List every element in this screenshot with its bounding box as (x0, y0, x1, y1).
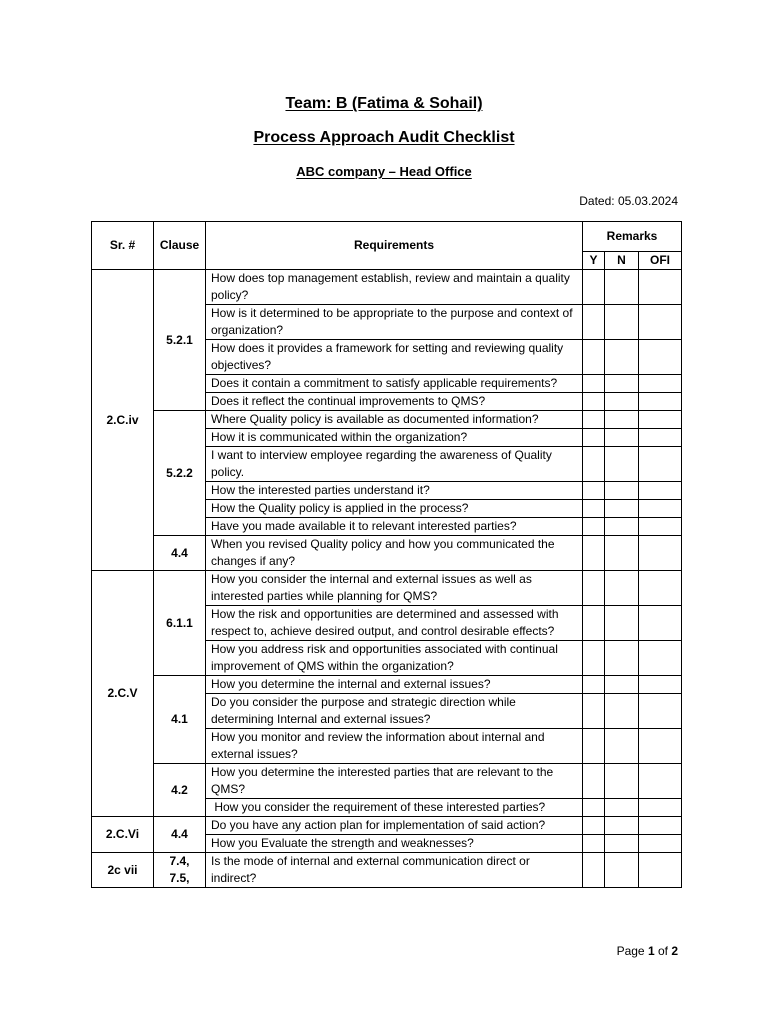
table-row (92, 853, 682, 888)
remark-y-cell[interactable] (583, 571, 605, 606)
requirement-cell: How you consider the internal and external issues as well as interested parties while planning for QMS? (206, 571, 583, 606)
remark-ofi-cell[interactable] (639, 429, 682, 447)
remark-n-cell[interactable] (605, 571, 639, 606)
remark-ofi-cell[interactable] (639, 447, 682, 482)
requirement-cell: Do you have any action plan for implementation of said action? (206, 817, 583, 835)
remark-ofi-cell[interactable] (639, 482, 682, 500)
remark-n-cell[interactable] (605, 500, 639, 518)
remark-y-cell[interactable] (583, 305, 605, 340)
requirement-cell: Do you consider the purpose and strategic direction while determining Internal and external issues? (206, 694, 583, 729)
remark-n-cell[interactable] (605, 764, 639, 799)
remark-n-cell[interactable] (605, 518, 639, 536)
remark-ofi-cell[interactable] (639, 694, 682, 729)
remark-n-cell[interactable] (605, 817, 639, 835)
remark-ofi-cell[interactable] (639, 305, 682, 340)
requirement-cell: Does it reflect the continual improvements to QMS? (206, 393, 583, 411)
header-y: Y (583, 252, 605, 270)
remark-n-cell[interactable] (605, 429, 639, 447)
remark-n-cell[interactable] (605, 835, 639, 853)
requirement-cell: How you Evaluate the strength and weaknesses? (206, 835, 583, 853)
remark-n-cell[interactable] (605, 340, 639, 375)
requirement-cell: How does top management establish, review and maintain a quality policy? (206, 270, 583, 305)
remark-y-cell[interactable] (583, 270, 605, 305)
remark-y-cell[interactable] (583, 817, 605, 835)
remark-n-cell[interactable] (605, 676, 639, 694)
remark-n-cell[interactable] (605, 482, 639, 500)
table-row (92, 536, 682, 571)
remark-ofi-cell[interactable] (639, 764, 682, 799)
remark-ofi-cell[interactable] (639, 375, 682, 393)
clause-cell: 4.2 (154, 764, 206, 817)
page-number: Page 1 of 2 (616, 944, 678, 958)
requirement-cell: Have you made available it to relevant interested parties? (206, 518, 583, 536)
remark-n-cell[interactable] (605, 393, 639, 411)
requirement-cell: Where Quality policy is available as documented information? (206, 411, 583, 429)
remark-n-cell[interactable] (605, 270, 639, 305)
remark-y-cell[interactable] (583, 853, 605, 888)
requirement-cell: Does it contain a commitment to satisfy applicable requirements? (206, 375, 583, 393)
requirement-cell: How the Quality policy is applied in the process? (206, 500, 583, 518)
sr-cell: 2.C.V (92, 571, 154, 817)
sr-cell: 2.C.Vi (92, 817, 154, 853)
remark-ofi-cell[interactable] (639, 571, 682, 606)
requirement-cell: How you consider the requirement of these interested parties? (206, 799, 583, 817)
clause-cell: 5.2.2 (154, 411, 206, 536)
remark-n-cell[interactable] (605, 305, 639, 340)
requirement-cell: How you determine the internal and external issues? (206, 676, 583, 694)
date-label: Dated: 05.03.2024 (579, 194, 678, 208)
remark-ofi-cell[interactable] (639, 799, 682, 817)
remark-n-cell[interactable] (605, 606, 639, 641)
table-row (92, 411, 682, 429)
requirement-cell: How you monitor and review the information about internal and external issues? (206, 729, 583, 764)
header-sr: Sr. # (92, 222, 154, 270)
remark-y-cell[interactable] (583, 429, 605, 447)
remark-ofi-cell[interactable] (639, 500, 682, 518)
remark-y-cell[interactable] (583, 694, 605, 729)
remark-ofi-cell[interactable] (639, 729, 682, 764)
requirement-cell: How the risk and opportunities are determined and assessed with respect to, achieve desired output, and control desirable effects? (206, 606, 583, 641)
remark-y-cell[interactable] (583, 340, 605, 375)
remark-ofi-cell[interactable] (639, 340, 682, 375)
remark-y-cell[interactable] (583, 411, 605, 429)
clause-cell: 7.4, 7.5, (154, 853, 206, 888)
remark-n-cell[interactable] (605, 536, 639, 571)
company-heading: ABC company – Head Office (296, 164, 472, 179)
remark-ofi-cell[interactable] (639, 536, 682, 571)
header-requirements: Requirements (206, 222, 583, 270)
clause-cell: 4.4 (154, 817, 206, 853)
clause-cell: 5.2.1 (154, 270, 206, 411)
remark-ofi-cell[interactable] (639, 393, 682, 411)
requirement-cell: How the interested parties understand it? (206, 482, 583, 500)
remark-y-cell[interactable] (583, 764, 605, 799)
remark-ofi-cell[interactable] (639, 676, 682, 694)
remark-y-cell[interactable] (583, 799, 605, 817)
requirement-cell: How you determine the interested parties that are relevant to the QMS? (206, 764, 583, 799)
clause-cell: 6.1.1 (154, 571, 206, 676)
remark-y-cell[interactable] (583, 393, 605, 411)
audit-checklist-table (91, 221, 682, 888)
table-row (92, 676, 682, 694)
header-n: N (605, 252, 639, 270)
team-heading: Team: B (Fatima & Sohail) (285, 95, 483, 112)
requirement-cell: How it is communicated within the organization? (206, 429, 583, 447)
requirement-cell: How does it provides a framework for setting and reviewing quality objectives? (206, 340, 583, 375)
header-clause: Clause (154, 222, 206, 270)
remark-n-cell[interactable] (605, 799, 639, 817)
remark-ofi-cell[interactable] (639, 518, 682, 536)
sr-cell: 2c vii (92, 853, 154, 888)
remark-y-cell[interactable] (583, 729, 605, 764)
remark-ofi-cell[interactable] (639, 835, 682, 853)
remark-y-cell[interactable] (583, 606, 605, 641)
document-title: Process Approach Audit Checklist (253, 129, 515, 146)
remark-y-cell[interactable] (583, 835, 605, 853)
remark-ofi-cell[interactable] (639, 411, 682, 429)
sr-cell: 2.C.iv (92, 270, 154, 571)
remark-n-cell[interactable] (605, 641, 639, 676)
clause-cell: 4.1 (154, 676, 206, 764)
remark-n-cell[interactable] (605, 447, 639, 482)
requirement-cell: Is the mode of internal and external communication direct or indirect? (206, 853, 583, 888)
remark-y-cell[interactable] (583, 676, 605, 694)
clause-cell: 4.4 (154, 536, 206, 571)
table-row (92, 270, 682, 305)
requirement-cell: When you revised Quality policy and how you communicated the changes if any? (206, 536, 583, 571)
remark-y-cell[interactable] (583, 641, 605, 676)
remark-y-cell[interactable] (583, 536, 605, 571)
remark-ofi-cell[interactable] (639, 641, 682, 676)
header-remarks: Remarks (583, 222, 682, 252)
remark-ofi-cell[interactable] (639, 270, 682, 305)
requirement-cell: How is it determined to be appropriate to the purpose and context of organization? (206, 305, 583, 340)
remark-ofi-cell[interactable] (639, 817, 682, 835)
remark-n-cell[interactable] (605, 729, 639, 764)
remark-ofi-cell[interactable] (639, 606, 682, 641)
table-row (92, 817, 682, 835)
requirement-cell: How you address risk and opportunities associated with continual improvement of QMS within the organization? (206, 641, 583, 676)
remark-n-cell[interactable] (605, 411, 639, 429)
remark-y-cell[interactable] (583, 518, 605, 536)
table-row (92, 571, 682, 606)
header-ofi: OFI (639, 252, 682, 270)
requirement-cell: I want to interview employee regarding the awareness of Quality policy. (206, 447, 583, 482)
remark-y-cell[interactable] (583, 375, 605, 393)
remark-n-cell[interactable] (605, 853, 639, 888)
remark-n-cell[interactable] (605, 375, 639, 393)
table-row (92, 764, 682, 799)
remark-y-cell[interactable] (583, 447, 605, 482)
remark-y-cell[interactable] (583, 500, 605, 518)
remark-n-cell[interactable] (605, 694, 639, 729)
remark-ofi-cell[interactable] (639, 853, 682, 888)
remark-y-cell[interactable] (583, 482, 605, 500)
